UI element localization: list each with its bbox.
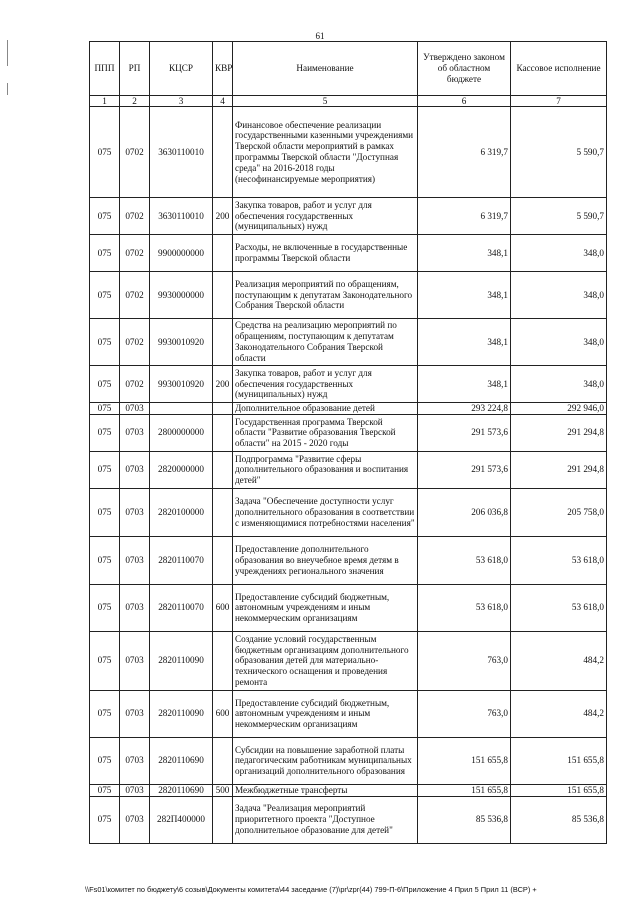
header-ppp: ППП — [90, 42, 120, 96]
cell-executed: 85 536,8 — [511, 796, 607, 843]
column-number: 3 — [150, 96, 213, 107]
cell-rp: 0703 — [120, 737, 150, 784]
cell-rp: 0702 — [120, 107, 150, 198]
cell-kvr: 200 — [213, 198, 233, 235]
cell-ppp: 075 — [90, 631, 120, 690]
cell-kcsr — [150, 403, 213, 415]
cell-approved: 53 618,0 — [418, 536, 511, 584]
table-row — [90, 784, 607, 796]
table-row — [90, 584, 607, 631]
cell-ppp: 075 — [90, 272, 120, 319]
cell-rp: 0703 — [120, 584, 150, 631]
table-row — [90, 536, 607, 584]
table-body — [90, 107, 607, 844]
cell-name: Межбюджетные трансферты — [233, 784, 418, 796]
cell-kcsr: 2820100000 — [150, 488, 213, 536]
cell-rp: 0703 — [120, 536, 150, 584]
table-row — [90, 403, 607, 415]
cell-rp: 0703 — [120, 451, 150, 488]
cell-rp: 0703 — [120, 631, 150, 690]
header-name: Наименование — [233, 42, 418, 96]
cell-ppp: 075 — [90, 796, 120, 843]
table-row — [90, 414, 607, 451]
cell-executed: 53 618,0 — [511, 584, 607, 631]
table-row — [90, 235, 607, 272]
table-row — [90, 107, 607, 198]
cell-kvr — [213, 796, 233, 843]
cell-name: Создание условий государственным бюджетным организациям дополнительного образования детей для материально-технического оснащения и проведения ремонта — [233, 631, 418, 690]
left-edge-mark-top — [7, 40, 8, 66]
cell-kcsr: 2820110690 — [150, 784, 213, 796]
cell-kcsr: 2820110070 — [150, 536, 213, 584]
cell-name: Расходы, не включенные в государственные программы Тверской области — [233, 235, 418, 272]
table-row — [90, 272, 607, 319]
page-number: 61 — [315, 31, 325, 41]
cell-rp: 0702 — [120, 366, 150, 403]
left-edge-mark-bottom — [7, 83, 8, 95]
cell-rp: 0703 — [120, 414, 150, 451]
cell-name: Закупка товаров, работ и услуг для обеспечения государственных (муниципальных) нужд — [233, 198, 418, 235]
cell-kcsr: 9930000000 — [150, 272, 213, 319]
cell-executed: 291 294,8 — [511, 451, 607, 488]
cell-approved: 206 036,8 — [418, 488, 511, 536]
header-approved: Утверждено законом об областном бюджете — [418, 42, 511, 96]
header-kvr: КВР — [213, 42, 233, 96]
cell-ppp: 075 — [90, 414, 120, 451]
table-row — [90, 319, 607, 366]
cell-ppp: 075 — [90, 784, 120, 796]
cell-approved: 348,1 — [418, 272, 511, 319]
cell-executed: 151 655,8 — [511, 784, 607, 796]
cell-rp: 0702 — [120, 198, 150, 235]
header-row — [90, 42, 607, 96]
cell-approved: 293 224,8 — [418, 403, 511, 415]
cell-kvr: 500 — [213, 784, 233, 796]
cell-approved: 151 655,8 — [418, 737, 511, 784]
cell-executed: 291 294,8 — [511, 414, 607, 451]
cell-kcsr: 282П400000 — [150, 796, 213, 843]
header-executed: Кассовое исполнение — [511, 42, 607, 96]
cell-executed: 5 590,7 — [511, 198, 607, 235]
cell-ppp: 075 — [90, 319, 120, 366]
cell-ppp: 075 — [90, 690, 120, 737]
cell-kvr — [213, 403, 233, 415]
cell-approved: 291 573,6 — [418, 414, 511, 451]
cell-approved: 348,1 — [418, 319, 511, 366]
cell-ppp: 075 — [90, 536, 120, 584]
cell-kvr — [213, 235, 233, 272]
cell-ppp: 075 — [90, 107, 120, 198]
cell-executed: 292 946,0 — [511, 403, 607, 415]
table-row — [90, 366, 607, 403]
table-row — [90, 796, 607, 843]
cell-rp: 0703 — [120, 690, 150, 737]
column-number: 5 — [233, 96, 418, 107]
cell-kcsr: 2800000000 — [150, 414, 213, 451]
cell-approved: 291 573,6 — [418, 451, 511, 488]
cell-ppp: 075 — [90, 737, 120, 784]
table-row — [90, 737, 607, 784]
cell-kcsr: 2820110070 — [150, 584, 213, 631]
column-number: 2 — [120, 96, 150, 107]
cell-executed: 151 655,8 — [511, 737, 607, 784]
cell-kvr — [213, 536, 233, 584]
cell-rp: 0703 — [120, 403, 150, 415]
cell-rp: 0702 — [120, 272, 150, 319]
cell-approved: 85 536,8 — [418, 796, 511, 843]
table-header — [90, 42, 607, 107]
cell-executed: 348,0 — [511, 235, 607, 272]
cell-approved: 348,1 — [418, 366, 511, 403]
cell-kvr — [213, 414, 233, 451]
cell-ppp: 075 — [90, 451, 120, 488]
table-row — [90, 631, 607, 690]
cell-kcsr: 2820110090 — [150, 690, 213, 737]
cell-ppp: 075 — [90, 235, 120, 272]
cell-kvr — [213, 737, 233, 784]
cell-approved: 6 319,7 — [418, 107, 511, 198]
cell-name: Субсидии на повышение заработной платы педагогическим работникам муниципальных организаций дополнительного образования — [233, 737, 418, 784]
cell-kvr: 600 — [213, 690, 233, 737]
cell-kvr — [213, 319, 233, 366]
cell-executed: 205 758,0 — [511, 488, 607, 536]
cell-executed: 5 590,7 — [511, 107, 607, 198]
cell-kvr — [213, 488, 233, 536]
cell-kcsr: 2820110690 — [150, 737, 213, 784]
cell-rp: 0703 — [120, 796, 150, 843]
cell-executed: 484,2 — [511, 690, 607, 737]
cell-kcsr: 3630110010 — [150, 107, 213, 198]
cell-ppp: 075 — [90, 366, 120, 403]
cell-kvr — [213, 107, 233, 198]
header-kcsr: КЦСР — [150, 42, 213, 96]
cell-ppp: 075 — [90, 584, 120, 631]
cell-name: Предоставление субсидий бюджетным, автономным учреждениям и иным некоммерческим организациям — [233, 690, 418, 737]
cell-rp: 0702 — [120, 319, 150, 366]
cell-ppp: 075 — [90, 403, 120, 415]
cell-kvr — [213, 631, 233, 690]
cell-kcsr: 2820000000 — [150, 451, 213, 488]
cell-name: Задача "Реализация мероприятий приоритетного проекта "Доступное дополнительное образование для детей" — [233, 796, 418, 843]
table-row — [90, 198, 607, 235]
column-number-row — [90, 96, 607, 107]
column-number: 1 — [90, 96, 120, 107]
budget-table — [89, 41, 607, 844]
cell-kcsr: 9900000000 — [150, 235, 213, 272]
column-number: 4 — [213, 96, 233, 107]
cell-name: Задача "Обеспечение доступности услуг дополнительного образования в соответствии с изменяющимися потребностями населения" — [233, 488, 418, 536]
cell-name: Дополнительное образование детей — [233, 403, 418, 415]
cell-kvr — [213, 451, 233, 488]
cell-approved: 348,1 — [418, 235, 511, 272]
cell-rp: 0703 — [120, 488, 150, 536]
cell-approved: 763,0 — [418, 631, 511, 690]
file-path-footer: \\Fs01\комитет по бюджету\6 созыв\Документы комитета\44 заседание (7)\pr\zpr(44) 799-П-6\Приложение 4 Прил 5 Прил 11 (ВСР) + — [85, 885, 537, 894]
cell-name: Реализация мероприятий по обращениям, поступающим к депутатам Законодательного Собрания Тверской области — [233, 272, 418, 319]
table-row — [90, 690, 607, 737]
cell-rp: 0703 — [120, 784, 150, 796]
cell-executed: 348,0 — [511, 319, 607, 366]
cell-kcsr: 9930010920 — [150, 366, 213, 403]
cell-kcsr: 2820110090 — [150, 631, 213, 690]
cell-approved: 6 319,7 — [418, 198, 511, 235]
cell-name: Предоставление дополнительного образования во внеучебное время детям в учреждениях регионального значения — [233, 536, 418, 584]
cell-kvr: 200 — [213, 366, 233, 403]
column-number: 7 — [511, 96, 607, 107]
cell-approved: 53 618,0 — [418, 584, 511, 631]
cell-kcsr: 3630110010 — [150, 198, 213, 235]
cell-name: Предоставление субсидий бюджетным, автономным учреждениям и иным некоммерческим организациям — [233, 584, 418, 631]
cell-approved: 763,0 — [418, 690, 511, 737]
column-number: 6 — [418, 96, 511, 107]
cell-executed: 348,0 — [511, 366, 607, 403]
cell-executed: 484,2 — [511, 631, 607, 690]
table-row — [90, 451, 607, 488]
cell-name: Средства на реализацию мероприятий по обращениям, поступающим к депутатам Законодательного Собрания Тверской области — [233, 319, 418, 366]
cell-executed: 348,0 — [511, 272, 607, 319]
header-rp: РП — [120, 42, 150, 96]
cell-rp: 0702 — [120, 235, 150, 272]
cell-kvr: 600 — [213, 584, 233, 631]
table-row — [90, 488, 607, 536]
cell-approved: 151 655,8 — [418, 784, 511, 796]
cell-name: Финансовое обеспечение реализации государственными казенными учреждениями Тверской области мероприятий в рамках программы Тверской области "Доступная среда" на 2016-2018 годы (несофинансируемые мероприятия) — [233, 107, 418, 198]
cell-ppp: 075 — [90, 198, 120, 235]
cell-name: Государственная программа Тверской области "Развитие образования Тверской области" на 2015 - 2020 годы — [233, 414, 418, 451]
cell-name: Закупка товаров, работ и услуг для обеспечения государственных (муниципальных) нужд — [233, 366, 418, 403]
cell-kcsr: 9930010920 — [150, 319, 213, 366]
cell-executed: 53 618,0 — [511, 536, 607, 584]
cell-kvr — [213, 272, 233, 319]
cell-ppp: 075 — [90, 488, 120, 536]
cell-name: Подпрограмма "Развитие сферы дополнительного образования и воспитания детей" — [233, 451, 418, 488]
